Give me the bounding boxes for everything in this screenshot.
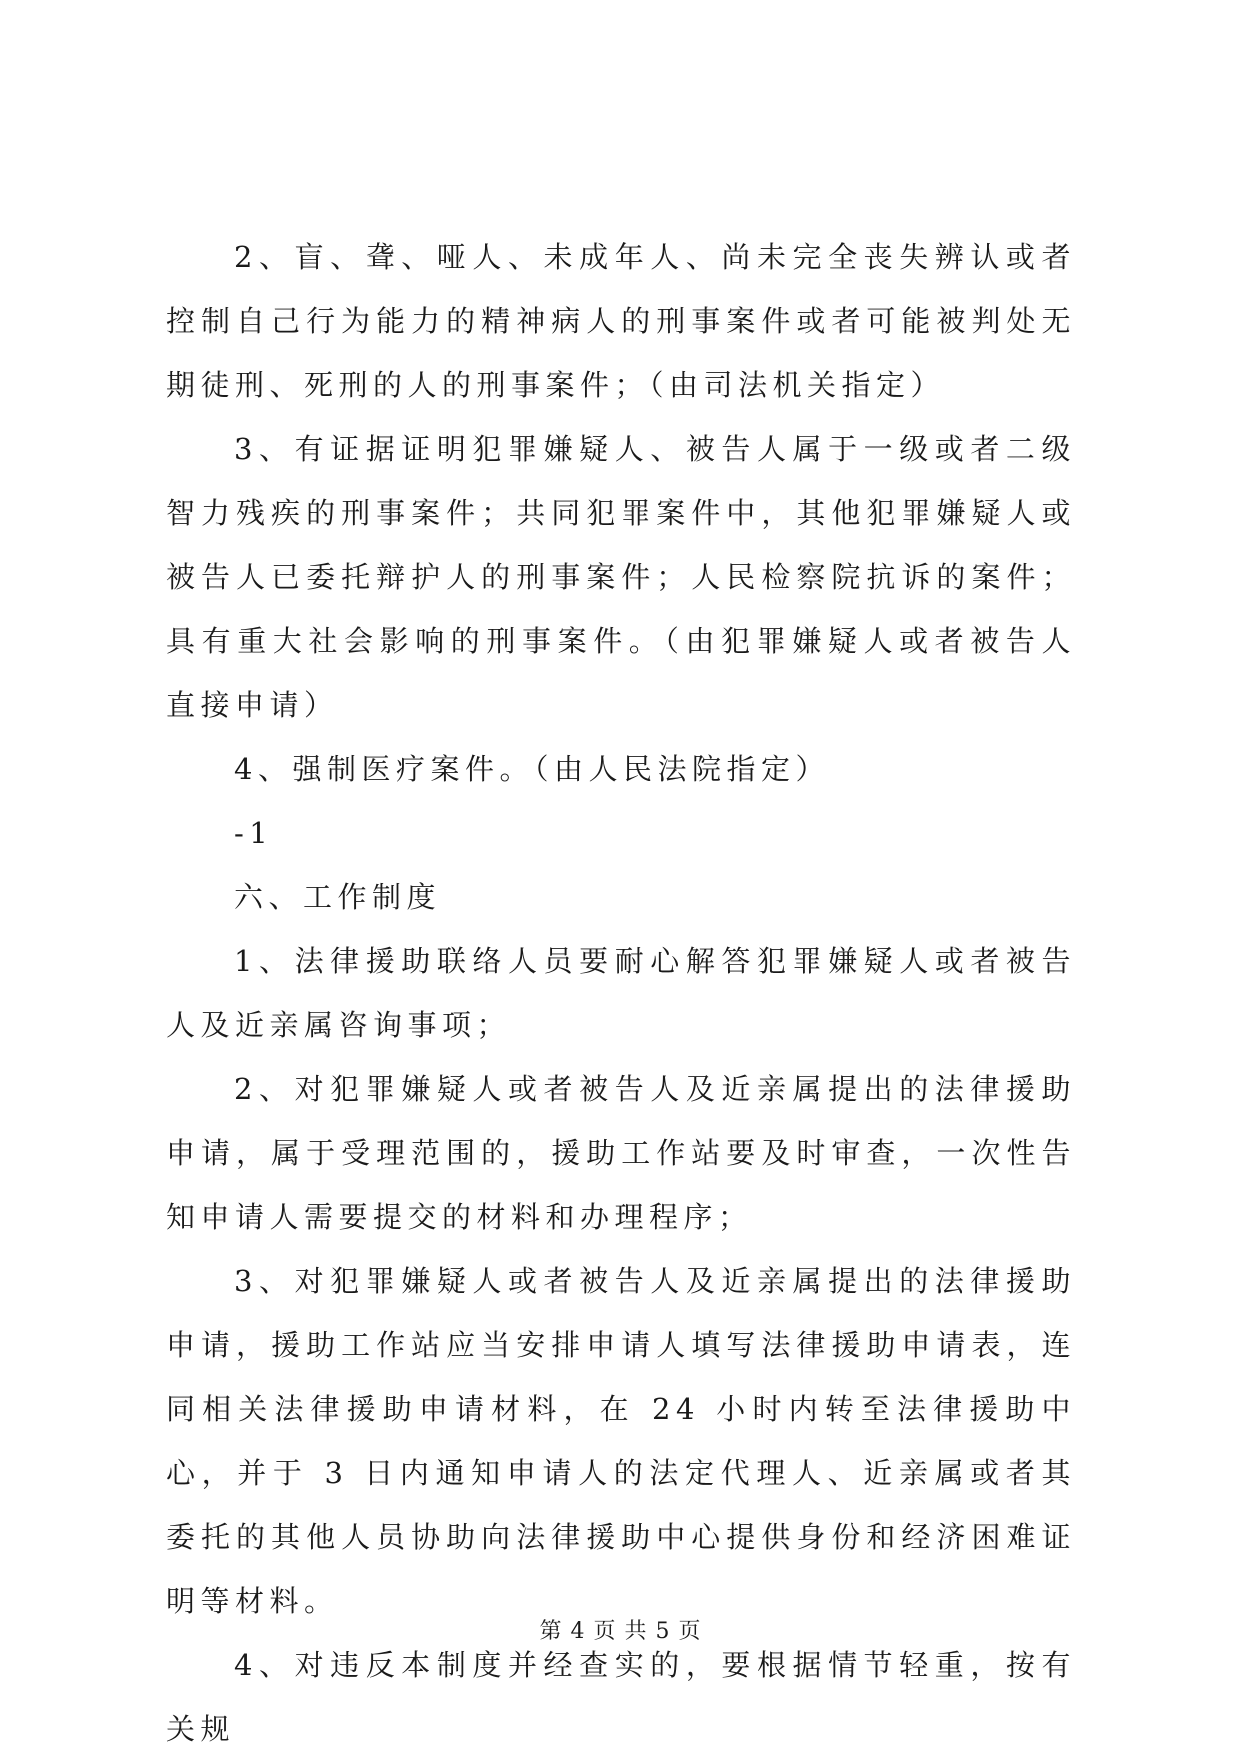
paragraph-stray-marker: -1 bbox=[234, 816, 274, 850]
paragraph-item-3-case-types: 3、有证据证明犯罪嫌疑人、被告人属于一级或者二级智力残疾的刑事案件；共同犯罪案件中，其他犯罪嫌疑人或被告人已委托辩护人的刑事案件；人民检察院抗诉的案件；具有重大社会影响的刑事案件。（由犯罪嫌疑人或者被告人直接申请） bbox=[166, 432, 1076, 722]
paragraph-rule-2: 2、对犯罪嫌疑人或者被告人及近亲属提出的法律援助申请，属于受理范围的，援助工作站要及时审查，一次性告知申请人需要提交的材料和办理程序； bbox=[166, 1072, 1076, 1234]
paragraph-rule-4: 4、对违反本制度并经查实的，要根据情节轻重，按有关规 bbox=[166, 1648, 1076, 1746]
section-heading-work-system: 六、工作制度 bbox=[234, 880, 442, 914]
paragraph-rule-1: 1、法律援助联络人员要耐心解答犯罪嫌疑人或者被告人及近亲属咨询事项； bbox=[166, 944, 1076, 1042]
paragraph-rule-3: 3、对犯罪嫌疑人或者被告人及近亲属提出的法律援助申请，援助工作站应当安排申请人填写法律援助申请表，连同相关法律援助申请材料，在 24 小时内转至法律援助中心，并于 3 日内通知申请人的法定代理人、近亲属或者其委托的其他人员协助向法律援助中心提供身份和经济困难证明等材料。 bbox=[166, 1264, 1076, 1618]
page-number-footer: 第 4 页 共 5 页 bbox=[539, 1619, 702, 1644]
paragraph-item-2-case-types: 2、盲、聋、哑人、未成年人、尚未完全丧失辨认或者控制自己行为能力的精神病人的刑事案件或者可能被判处无期徒刑、死刑的人的刑事案件；（由司法机关指定） bbox=[166, 240, 1076, 402]
paragraph-item-4-compulsory-medical: 4、强制医疗案件。（由人民法院指定） bbox=[234, 752, 830, 786]
document-body bbox=[166, 225, 1076, 1761]
